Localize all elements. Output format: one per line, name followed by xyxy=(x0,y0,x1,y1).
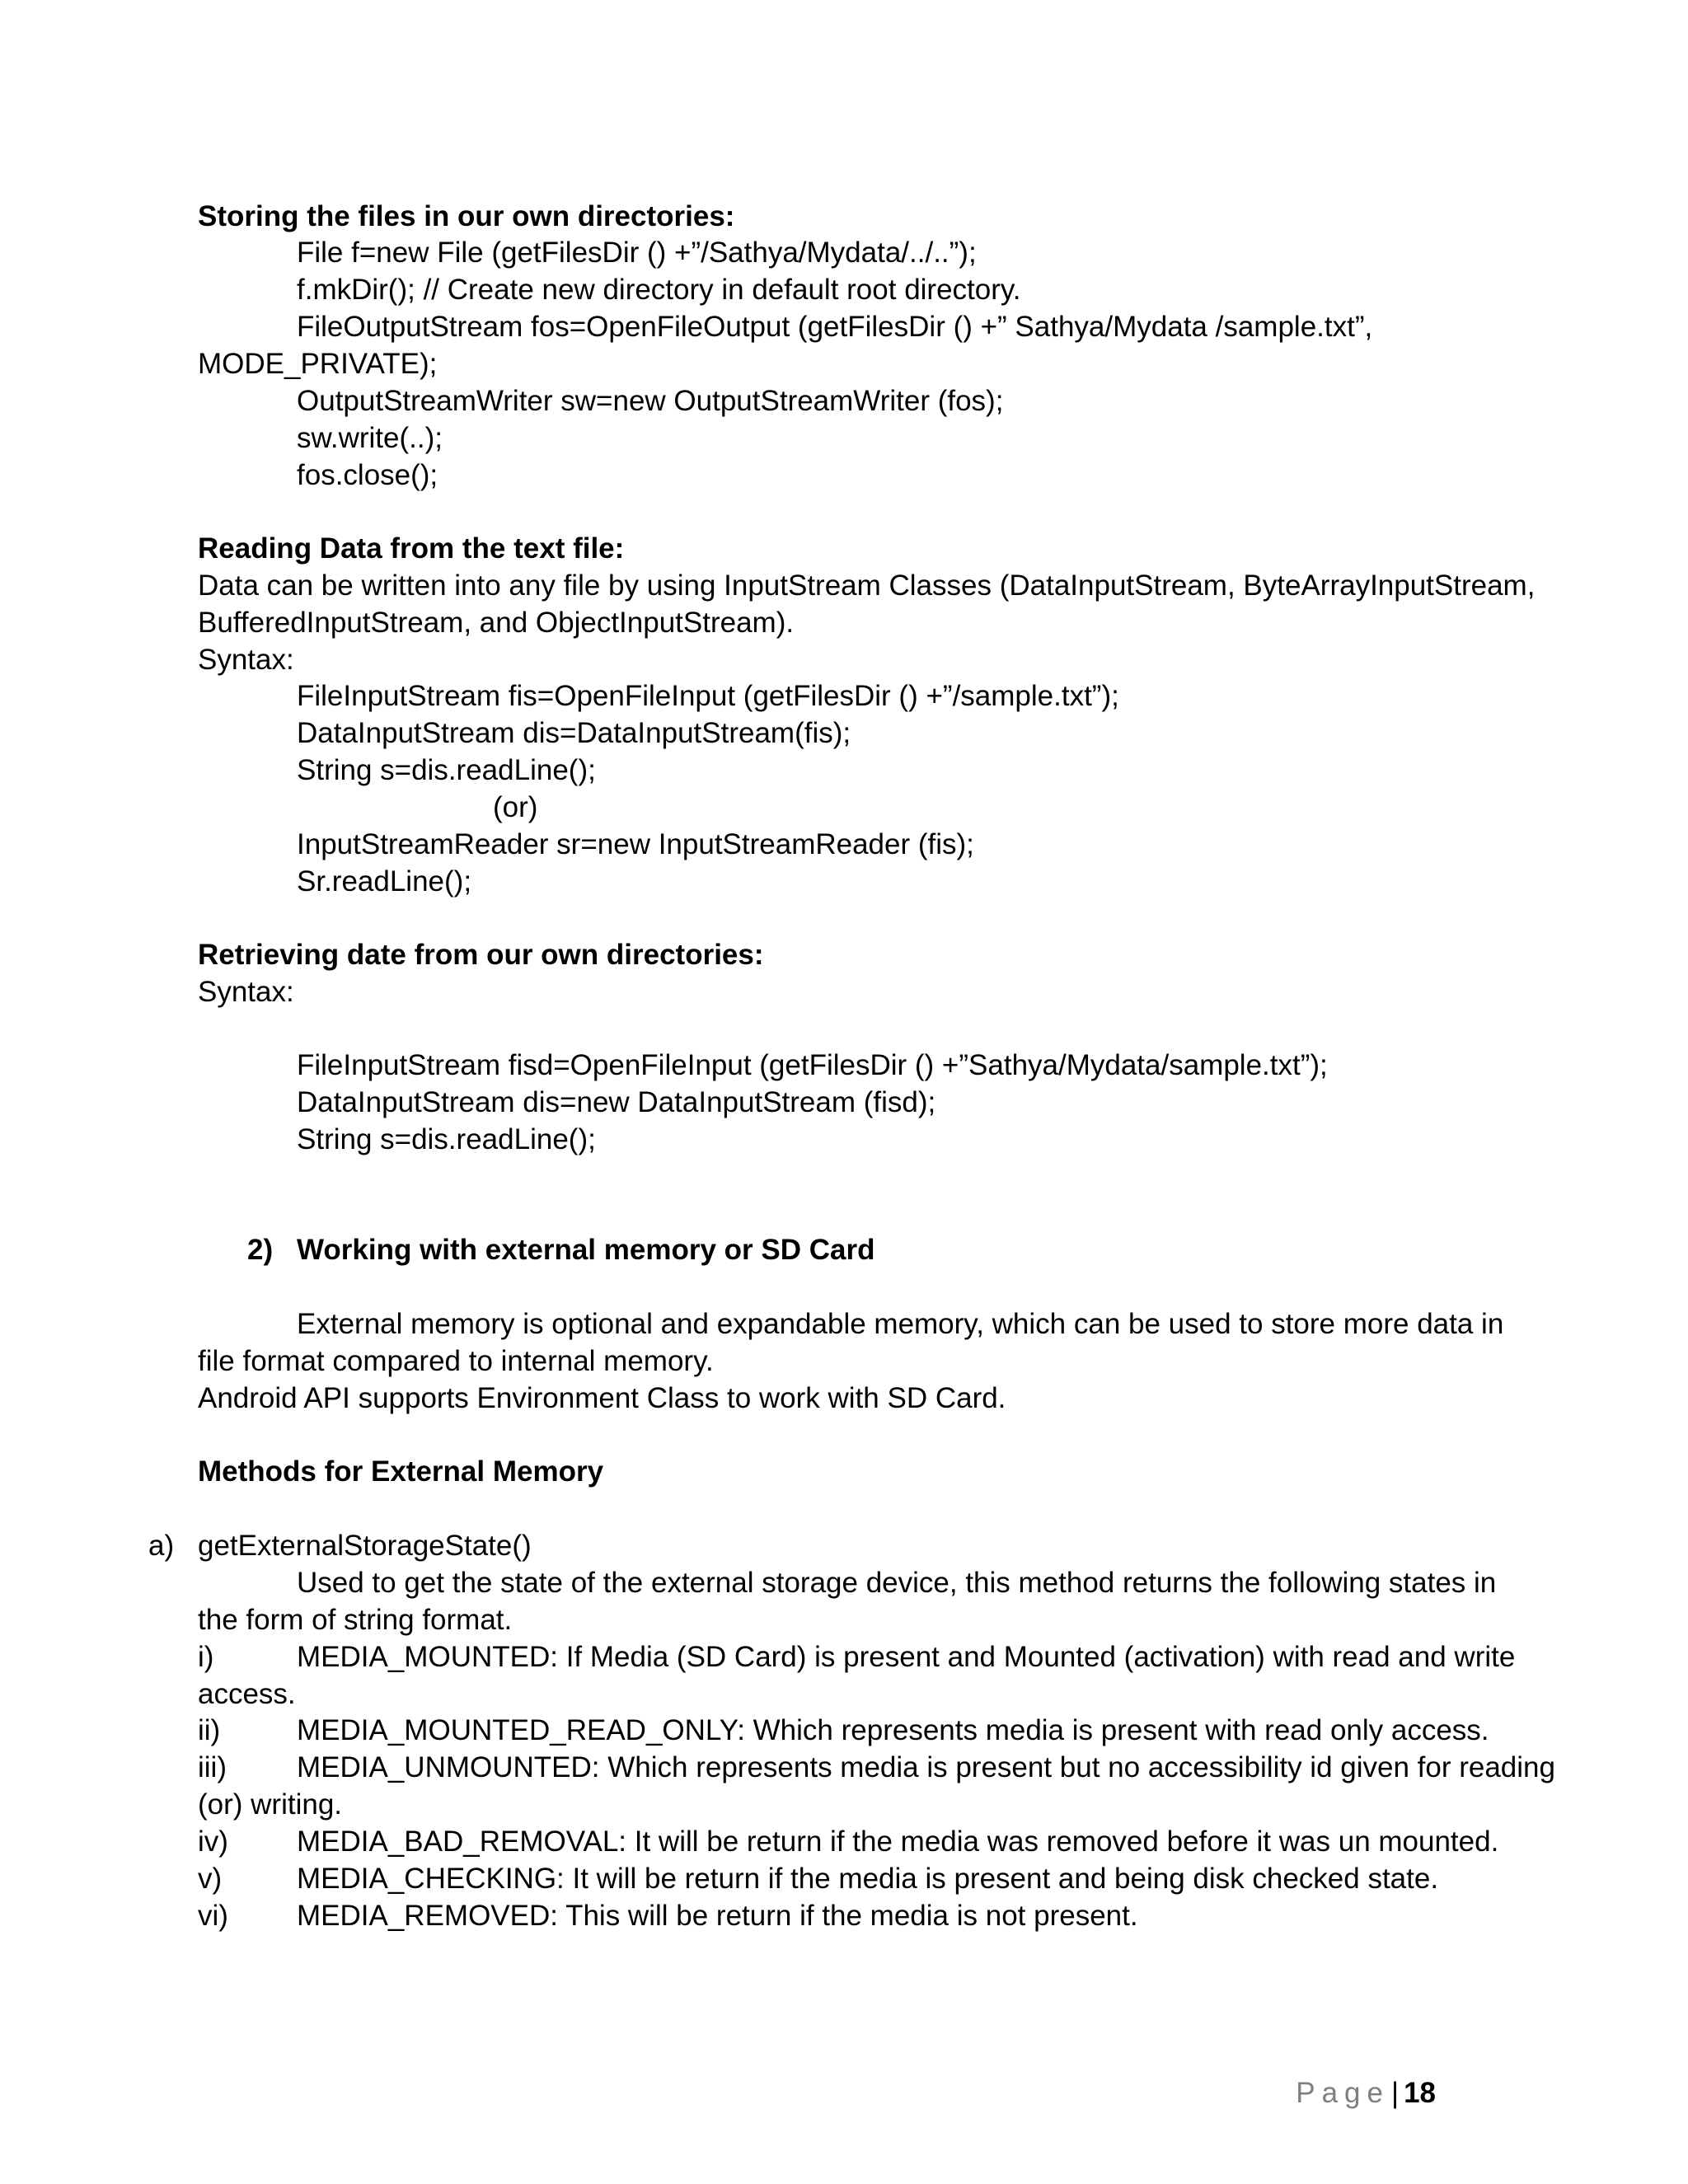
code-line: f.mkDir(); // Create new directory in default root directory. xyxy=(297,274,1021,306)
code-line: String s=dis.readLine(); xyxy=(297,754,596,786)
list-marker: iv) xyxy=(198,1825,228,1858)
paragraph-line: file format compared to internal memory. xyxy=(198,1345,714,1377)
page-footer xyxy=(1264,2037,1436,2149)
method-name: getExternalStorageState() xyxy=(198,1530,532,1562)
code-line: OutputStreamWriter sw=new OutputStreamWriter (fos); xyxy=(297,385,1004,417)
code-line: FileInputStream fis=OpenFileInput (getFilesDir () +”/sample.txt”); xyxy=(297,680,1119,712)
list-marker: a) xyxy=(148,1530,175,1562)
code-line: FileOutputStream fos=OpenFileOutput (getFilesDir () +” Sathya/Mydata /sample.txt”, xyxy=(297,311,1373,343)
heading-storing-files: Storing the files in our own directories: xyxy=(198,200,735,232)
state-item: MEDIA_MOUNTED_READ_ONLY: Which represents media is present with read only access. xyxy=(297,1714,1489,1746)
page-number: 18 xyxy=(1404,2077,1436,2109)
code-line: File f=new File (getFilesDir () +”/Sathya/Mydata/../..”); xyxy=(297,237,977,269)
state-item: MEDIA_MOUNTED: If Media (SD Card) is present and Mounted (activation) with read and write xyxy=(297,1641,1516,1673)
heading-reading-data: Reading Data from the text file: xyxy=(198,532,625,565)
code-line: MODE_PRIVATE); xyxy=(198,348,438,380)
code-or-separator: (or) xyxy=(493,791,538,823)
heading-external-memory: Working with external memory or SD Card xyxy=(297,1234,875,1266)
code-line: String s=dis.readLine(); xyxy=(297,1123,596,1155)
heading-methods-external-memory: Methods for External Memory xyxy=(198,1455,604,1488)
code-line: InputStreamReader sr=new InputStreamReader (fis); xyxy=(297,828,974,860)
syntax-label: Syntax: xyxy=(198,976,294,1008)
paragraph-line: Android API supports Environment Class to work with SD Card. xyxy=(198,1382,1006,1414)
code-line: FileInputStream fisd=OpenFileInput (getFilesDir () +”Sathya/Mydata/sample.txt”); xyxy=(297,1049,1328,1081)
paragraph-line: Data can be written into any file by using InputStream Classes (DataInputStream, ByteArrayInputStream, xyxy=(198,569,1536,602)
paragraph-line: BufferedInputStream, and ObjectInputStream). xyxy=(198,607,795,639)
code-line: fos.close(); xyxy=(297,459,438,491)
paragraph-line: Used to get the state of the external storage device, this method returns the following states in xyxy=(297,1567,1497,1599)
code-line: DataInputStream dis=DataInputStream(fis); xyxy=(297,717,851,749)
state-item-continuation: access. xyxy=(198,1678,296,1710)
state-item: MEDIA_CHECKING: It will be return if the media is present and being disk checked state. xyxy=(297,1863,1439,1895)
list-marker: vi) xyxy=(198,1900,228,1932)
code-line: Sr.readLine(); xyxy=(297,865,472,898)
section-number: 2) xyxy=(247,1234,274,1266)
code-line: sw.write(..); xyxy=(297,422,443,454)
state-item: MEDIA_REMOVED: This will be return if the media is not present. xyxy=(297,1900,1138,1932)
list-marker: i) xyxy=(198,1641,214,1673)
page-separator: | xyxy=(1390,2077,1400,2109)
page-label: Page xyxy=(1296,2077,1390,2109)
state-item: MEDIA_BAD_REMOVAL: It will be return if the media was removed before it was un mounted. xyxy=(297,1825,1499,1858)
syntax-label: Syntax: xyxy=(198,644,294,676)
heading-retrieving-data: Retrieving date from our own directories: xyxy=(198,939,764,971)
code-line: DataInputStream dis=new DataInputStream (fisd); xyxy=(297,1086,936,1118)
paragraph-line: External memory is optional and expandable memory, which can be used to store more data in xyxy=(297,1308,1504,1340)
list-marker: ii) xyxy=(198,1714,221,1746)
paragraph-line: the form of string format. xyxy=(198,1604,513,1636)
list-marker: v) xyxy=(198,1863,223,1895)
state-item: MEDIA_UNMOUNTED: Which represents media is present but no accessibility id given for reading xyxy=(297,1751,1555,1783)
state-item-continuation: (or) writing. xyxy=(198,1788,343,1821)
list-marker: iii) xyxy=(198,1751,227,1783)
